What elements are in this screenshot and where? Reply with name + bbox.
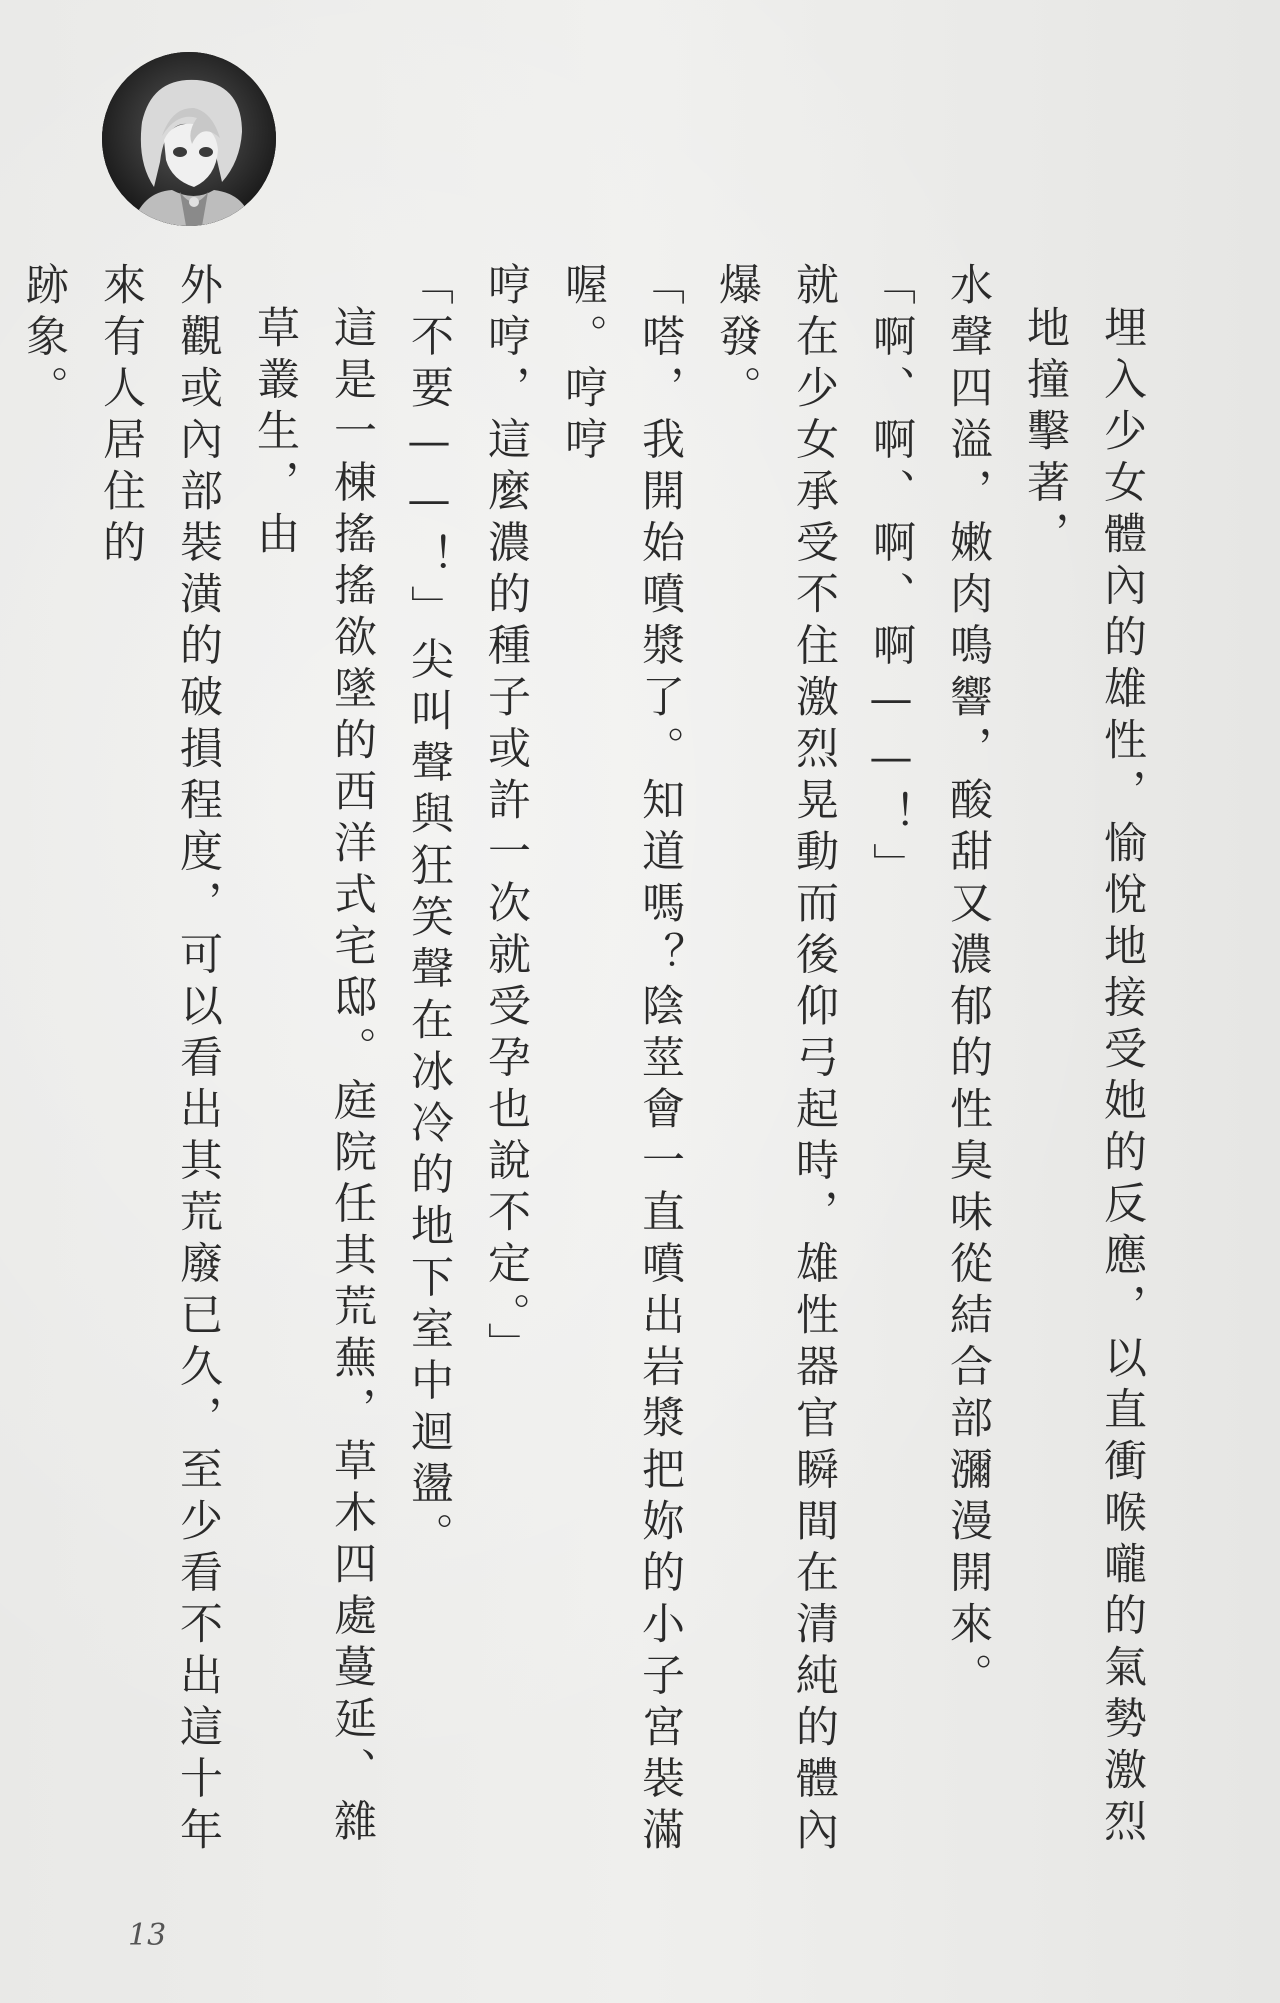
paragraph-11	[0, 262, 5, 1882]
paragraph-1: 埋入少女體內的雄性，愉悅地接受她的反應，以直衝喉嚨的氣勢激烈地撞擊著，	[1020, 305, 1147, 1850]
paragraph-6: 哼哼，這麼濃的種子或許一次就受孕也說不定。」	[481, 262, 531, 1374]
paragraph-10: 跡象。	[19, 262, 69, 417]
paragraph-5: 「嗒，我開始噴漿了。知道嗎？陰莖會一直噴出岩漿把妳的小子宮裝滿喔。哼哼	[558, 262, 685, 1859]
character-portrait-icon	[102, 52, 276, 226]
page-number: 13	[128, 1918, 167, 1953]
paragraph-9: 外觀或內部裝潢的破損程度，可以看出其荒廢已久，至少看不出這十年來有人居住的	[96, 262, 223, 1859]
anime-character-portrait-icon	[102, 52, 276, 226]
paragraph-7: 「不要——！」尖叫聲與狂笑聲在冰冷的地下室中迴盪。	[404, 262, 454, 1564]
paragraph-4: 就在少女承受不住激烈晃動而後仰弓起時，雄性器官瞬間在清純的體內爆發。	[712, 262, 839, 1859]
paragraph-3: 「啊、啊、啊、啊——！」	[866, 262, 916, 894]
paragraph-8: 這是一棟搖搖欲墜的西洋式宅邸。庭院任其荒蕪，草木四處蔓延、雜草叢生，由	[250, 305, 377, 1850]
paragraph-2: 水聲四溢，嫩肉鳴響，酸甜又濃郁的性臭味從結合部瀰漫開來。	[943, 262, 993, 1704]
vertical-text-column	[19, 262, 1160, 1882]
